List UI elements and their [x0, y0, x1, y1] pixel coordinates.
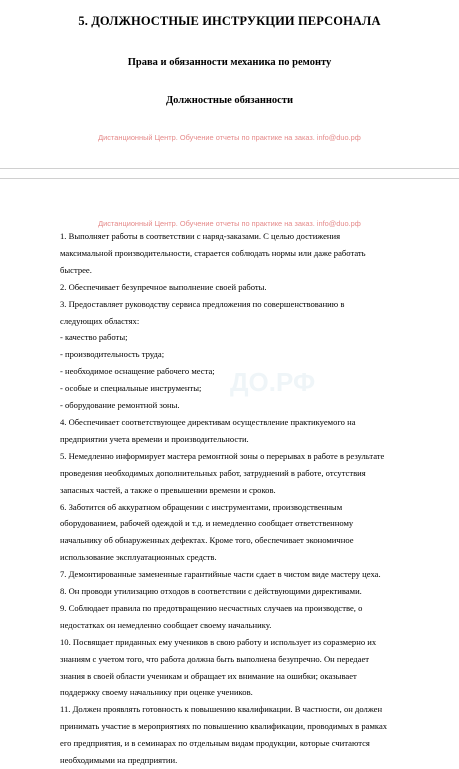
text-line: его предприятия, и в семинарах по отдельным видам продукции, которые считаются	[60, 738, 370, 749]
text-line: - качество работы;	[60, 332, 128, 343]
text-line: - производительность труда;	[60, 349, 165, 360]
text-line: предприятии учета времени и производительности.	[60, 433, 249, 444]
text-line: знаниям с учетом того, что работа должна быть выполнена безупречно. Он передает	[60, 653, 370, 664]
duties-body	[60, 228, 438, 769]
text-line: - особые и специальные инструменты;	[60, 383, 202, 394]
text-line: 8. Он проводи утилизацию отходов в соответствии с действующими директивами.	[60, 586, 362, 597]
text-line: начальнику об обнаруженных дефектах. Кроме того, обеспечивает экономичное	[60, 535, 354, 546]
watermark-text: Дистанционный Центр. Обучение отчеты по практике на заказ. info@duo.рф	[98, 219, 361, 228]
text-line: - оборудование ремонтной зоны.	[60, 400, 180, 411]
text-line: 2. Обеспечивает безупречное выполнение своей работы.	[60, 281, 267, 292]
text-line: принимать участие в мероприятиях по повышению квалификации, проводимых в рамках	[60, 721, 388, 732]
text-line: 3. Предоставляет руководству сервиса предложения по совершенствованию в	[60, 298, 345, 309]
text-line: проведения необходимых дополнительных работ, затруднений в работе, отсутствия	[60, 467, 366, 478]
text-line: следующих областях:	[60, 315, 140, 326]
text-line: недостатках он немедленно сообщает своему начальнику.	[60, 619, 272, 630]
text-line: быстрее.	[60, 264, 92, 275]
text-line: оборудованием, рабочей одеждой и т.д. и немедленно сообщает ответственному	[60, 518, 354, 529]
text-line: поддержку своему начальнику при оценке учеников.	[60, 687, 253, 698]
text-line: необходимыми на предприятии.	[60, 755, 178, 766]
subtitle: Права и обязанности механика по ремонту	[127, 57, 332, 68]
center-watermark: ДО.РФ	[230, 367, 316, 397]
text-line: 5. Немедленно информирует мастера ремонтной зоны о перерывах в работе в результате	[60, 450, 385, 461]
text-line: - необходимое оснащение рабочего места;	[60, 366, 215, 377]
text-line: 11. Должен проявлять готовность к повышению квалификации. В частности, он должен	[60, 704, 383, 715]
text-line: использование эксплуатационных средств.	[60, 552, 217, 563]
document-page-header	[0, 0, 459, 168]
text-line: знания в своей области ученикам и обращает их внимание на ошибки; оказывает	[60, 670, 357, 681]
text-line: 4. Обеспечивает соответствующее директивам осуществление практикуемого на	[60, 416, 356, 427]
text-line: 6. Заботится об аккуратном обращении с инструментами, производственным	[60, 501, 343, 512]
text-line: 7. Демонтированные замененные гарантийные части сдает в чистом виде мастеру цеха.	[60, 569, 381, 580]
text-line: 9. Соблюдает правила по предотвращению несчастных случаев на производстве, о	[60, 602, 363, 613]
text-line: 10. Посвящает приданных ему учеников в свою работу и использует из соразмерно их	[60, 636, 377, 647]
section-title: 5. ДОЛЖНОСТНЫЕ ИНСТРУКЦИИ ПЕРСОНАЛА	[78, 14, 381, 28]
text-line: максимальной производительности, старается соблюдать нормы или даже работать	[60, 247, 366, 258]
watermark-text: Дистанционный Центр. Обучение отчеты по практике на заказ. info@duo.рф	[98, 133, 361, 142]
duties-heading: Должностные обязанности	[165, 95, 294, 106]
page-break	[0, 168, 459, 179]
text-line: запасных частей, а также о превышении времени и сроков.	[60, 484, 276, 495]
text-line: 1. Выполняет работы в соответствии с наряд-заказами. С целью достижения	[60, 231, 341, 241]
